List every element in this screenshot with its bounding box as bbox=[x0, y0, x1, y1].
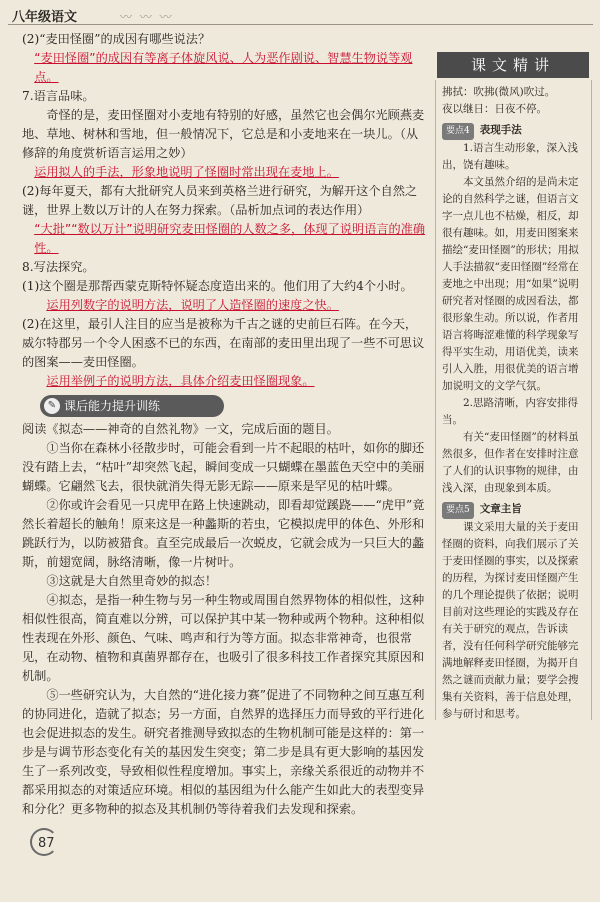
point-4c: 2.思路清晰，内容安排得当。 bbox=[442, 397, 579, 426]
header-divider bbox=[8, 24, 593, 25]
question-2: (2)“麦田怪圈”的成因有哪些说法？ bbox=[22, 32, 211, 46]
tag-5: 要点5 bbox=[442, 502, 474, 519]
word-note-1: 拂拭：吹拂(微风)吹过。 bbox=[442, 86, 556, 98]
point-4d: 有关“麦田怪圈”的材料虽然很多，但作者在安排时注意了人们的认识事物的规律，由浅入深，由现象到本质。 bbox=[442, 431, 579, 494]
question-7: 7.语言品味。 bbox=[22, 89, 95, 103]
reading-intro: 阅读《拟态——神奇的自然礼物》一文，完成后面的题目。 bbox=[22, 422, 339, 436]
reading-section bbox=[22, 420, 427, 819]
decorative-birds: 〰 〰 〰 bbox=[120, 10, 174, 24]
paragraph-5: ⑤一些研究认为，大自然的“进化接力赛”促进了不同物种之间互惠互利的协同进化，造就了拟态；另一方面，自然界的选择压力而导致的平行进化也会促进拟态的发生。研究者推测导致拟态的生物机制可能是这样的：第一步是与调节形态变化有关的基因发生突变；第二步是具有更大影响的基因发生了一系列改变，导致相似性程度增加。事实上，亲缘关系很近的动物并不都采用拟态的对策适应环境。相似的基因组为什么能产生如此大的表型变异和分化？更多物种的拟态及其机制仍等待着我们去发现和探索。 bbox=[22, 688, 425, 816]
answer-2: “麦田怪圈”的成因有等离子体旋风说、人为恶作剧说、智慧生物说等观点。 bbox=[34, 51, 413, 84]
answer-8-2: 运用举例子的说明方法，具体介绍麦田怪圈现象。 bbox=[46, 374, 315, 388]
paragraph-3: ③这就是大自然里奇妙的拟态！ bbox=[46, 574, 218, 588]
grade-label: 八年级语文 bbox=[12, 10, 78, 25]
main-column bbox=[22, 30, 427, 391]
question-8-1: (1)这个圈是那帮西蒙克斯特怀疑态度造出来的。他们用了大约4个小时。 bbox=[22, 279, 413, 293]
point-4b: 本文虽然介绍的是尚未定论的自然科学之谜，但语言文字一点儿也不枯燥，相反，却很有趣味。如，用麦田图案来描绘“麦田怪圈”的形状；用拟人手法描叙“麦田怪圈”经常在麦地之中出现；用“如果”说明研究者对怪圈的成因看法，都很形象生动。所以说，作者用语言将晦涩难懂的科学现象写得平实生动，用语优美，读来引人入胜，用很优美的语言增加说明文的文学气氛。 bbox=[442, 176, 579, 392]
pen-icon: ✎ bbox=[44, 398, 60, 414]
tag-5-title: 文章主旨 bbox=[479, 503, 522, 515]
sidebar-title: 课文精讲 bbox=[437, 52, 589, 78]
banner-text: 课后能力提升训练 bbox=[64, 399, 161, 413]
paragraph-1: ①当你在森林小径散步时，可能会看到一片不起眼的枯叶，如你的脚还没有踏上去，“枯叶”却突然飞起，瞬间变成一只蝴蝶在墨蓝色天空中的美丽蝴蝶。它翩然飞去，很快就消失得无影无踪——原来是罕见的枯叶蝶。 bbox=[22, 441, 425, 493]
question-8-2: (2)在这里，最引人注目的应当是被称为千古之谜的史前巨石阵。在今天，威尔特郡另一个令人困惑不已的东西，在南部的麦田里出现了一些不可思议的图案——麦田怪圈。 bbox=[22, 317, 425, 369]
question-8: 8.写法探究。 bbox=[22, 260, 95, 274]
answer-7: 运用拟人的手法，形象地说明了怪圈时常出现在麦地上。 bbox=[34, 165, 339, 179]
point-4a: 1.语言生动形象，深入浅出，饶有趣味。 bbox=[442, 142, 579, 171]
point-5: 课文采用大量的关于麦田怪圈的资料，向我们展示了关于麦田怪圈的事实，以及探索的历程，为探讨麦田怪圈产生的几个理论提供了依据；说明目前对这些理论的实践及存在有关于研究的观点，告诉读者，没有任何科学研究能够完满地解释麦田怪圈，为揭开自然之谜而贡献力量；要学会搜集有关资料，善于信息处理，参与研讨和思考。 bbox=[442, 521, 579, 720]
question-7b: (2)每年夏天，都有大批研究人员来到英格兰进行研究，为解开这个自然之谜，世界上数以万计的人在努力探索。（品析加点词的表达作用） bbox=[22, 184, 418, 217]
page-number: 87 bbox=[38, 836, 55, 851]
paragraph-4: ④拟态，是指一种生物与另一种生物或周围自然界物体的相似性，这种相似性很高，简直难以分辨，可以保护其中某一物种或两个物种。这种相似性表现在外形、颜色、气味、鸣声和行为等方面。拟态非常神奇，也很常见，在动物、植物和真菌界都存在，也吸引了很多科技工作者探究其原因和机制。 bbox=[22, 593, 425, 683]
tag-4: 要点4 bbox=[442, 123, 474, 140]
answer-8-1: 运用列数字的说明方法，说明了人造怪圈的速度之快。 bbox=[46, 298, 339, 312]
sidebar-content bbox=[442, 84, 586, 723]
answer-7b: “大批”“数以万计”说明研究麦田怪圈的人数之多，体现了说明语言的准确性。 bbox=[34, 222, 426, 255]
tag-4-title: 表现手法 bbox=[479, 124, 522, 136]
section-banner bbox=[40, 395, 224, 417]
question-7-text: 奇怪的是，麦田怪圈对小麦地有特别的好感，虽然它也会偶尔光顾燕麦地、草地、树林和雪地，但一般情况下，它总是和小麦地来在一块儿。（从修辞的角度赏析语言运用之妙） bbox=[22, 108, 425, 160]
word-note-2: 夜以继日：日夜不停。 bbox=[442, 103, 547, 115]
paragraph-2: ②你或许会看见一只虎甲在路上快速跳动，即看却觉蹊跷——“虎甲”竟然长着超长的触角！原来这是一种蠡斯的若虫，它模拟虎甲的体色、外形和跳跃行为，以防被猎食。直至完成最后一次蜕皮，它就会成为一只巨大的蠡斯，前翅宽阔，脉络清晰，像一片树叶。 bbox=[22, 498, 425, 569]
